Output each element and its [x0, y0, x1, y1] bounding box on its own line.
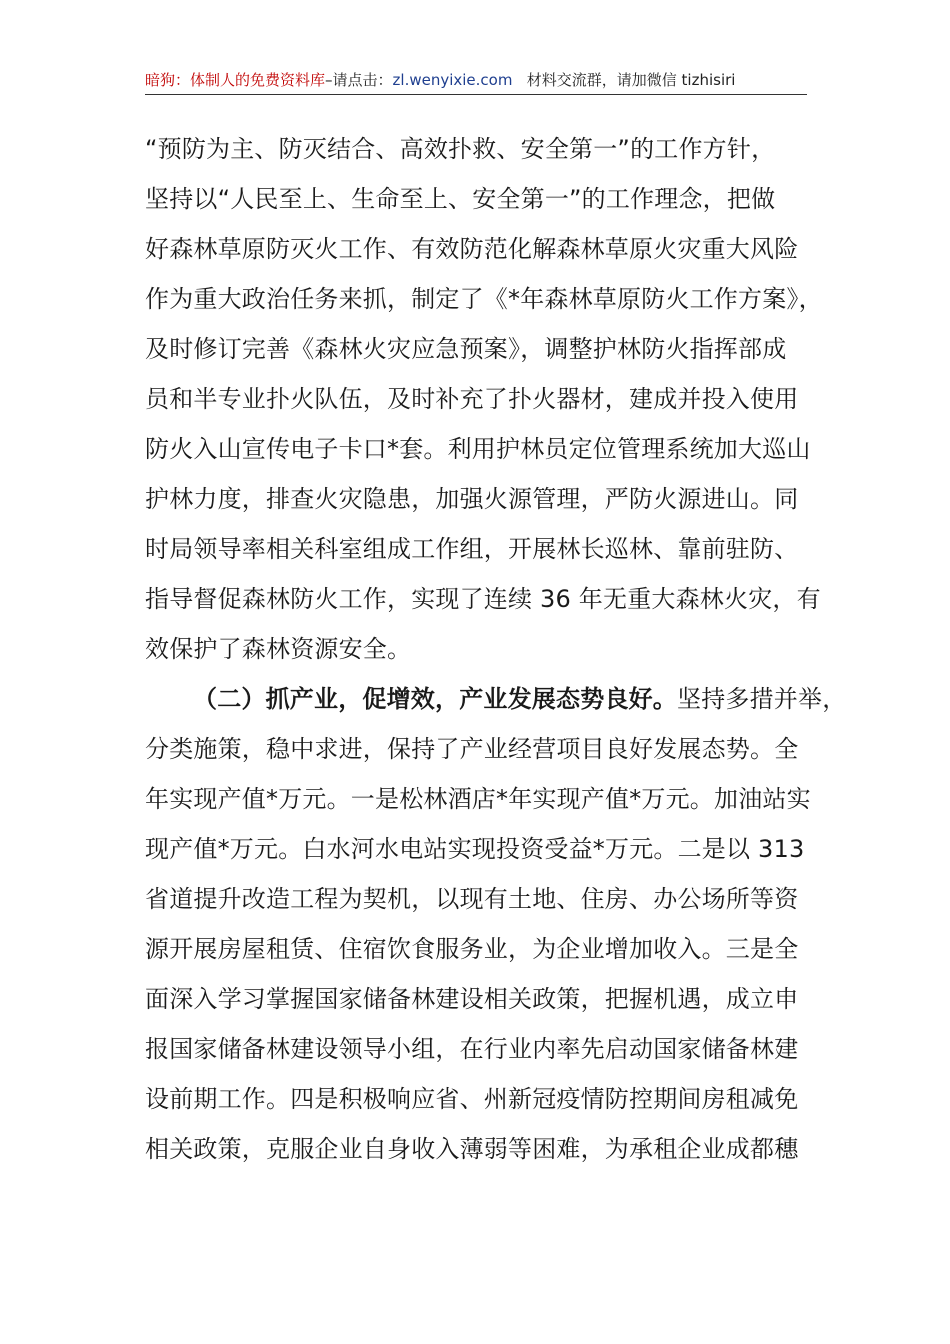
paragraph-line: “预防为主、防灭结合、高效扑救、安全第一”的工作方针，	[145, 135, 776, 163]
section-2-heading: （二）抓产业，促增效，产业发展态势良好。	[193, 685, 677, 713]
paragraph-line: 护林力度，排查火灾隐患，加强火源管理，严防火源进山。同	[145, 485, 799, 513]
paragraph-line: 分类施策，稳中求进，保持了产业经营项目良好发展态势。全	[145, 735, 799, 763]
document-body	[145, 124, 847, 1174]
paragraph-line: 报国家储备林建设领导小组，在行业内率先启动国家储备林建	[145, 1035, 799, 1063]
header-url-link[interactable]: zl.wenyixie.com	[392, 71, 513, 89]
section-2-first-text: 坚持多措并举，	[677, 685, 847, 713]
paragraph-line: 年实现产值*万元。一是松林酒店*年实现产值*万元。加油站实	[145, 785, 811, 813]
paragraph-line: 源开展房屋租赁、住宿饮食服务业，为企业增加收入。三是全	[145, 935, 799, 963]
header-click-label: –请点击：	[325, 71, 393, 89]
paragraph-line: 效保护了森林资源安全。	[145, 635, 412, 663]
paragraph-line: 员和半专业扑火队伍，及时补充了扑火器材，建成并投入使用	[145, 385, 799, 413]
page-header	[145, 68, 807, 95]
paragraph-line: 相关政策，克服企业自身收入薄弱等困难，为承租企业成都穗	[145, 1135, 799, 1163]
paragraph-line: 防火入山宣传电子卡口*套。利用护林员定位管理系统加大巡山	[145, 435, 811, 463]
paragraph-line: 坚持以“人民至上、生命至上、安全第一”的工作理念，把做	[145, 185, 776, 213]
paragraph-line: 时局领导率相关科室组成工作组，开展林长巡林、靠前驻防、	[145, 535, 799, 563]
paragraph-line: 面深入学习掌握国家储备林建设相关政策，把握机遇，成立申	[145, 985, 799, 1013]
paragraph-line: 作为重大政治任务来抓，制定了《*年森林草原防火工作方案》，	[145, 285, 823, 313]
section-2-first-line	[145, 674, 847, 724]
paragraph-line: 好森林草原防灭火工作、有效防范化解森林草原火灾重大风险	[145, 235, 799, 263]
paragraph-line: 设前期工作。四是积极响应省、州新冠疫情防控期间房租减免	[145, 1085, 799, 1113]
paragraph-line: 指导督促森林防火工作，实现了连续 36 年无重大森林火灾，有	[145, 585, 821, 613]
paragraph-line: 现产值*万元。白水河水电站实现投资受益*万元。二是以 313	[145, 835, 805, 863]
header-site-label: 暗狗：体制人的免费资料库	[145, 71, 326, 89]
paragraph-line: 省道提升改造工程为契机，以现有土地、住房、办公场所等资	[145, 885, 799, 913]
header-contact: 材料交流群，请加微信 tizhisiri	[526, 71, 736, 89]
paragraph-line: 及时修订完善《森林火灾应急预案》，调整护林防火指挥部成	[145, 335, 787, 363]
